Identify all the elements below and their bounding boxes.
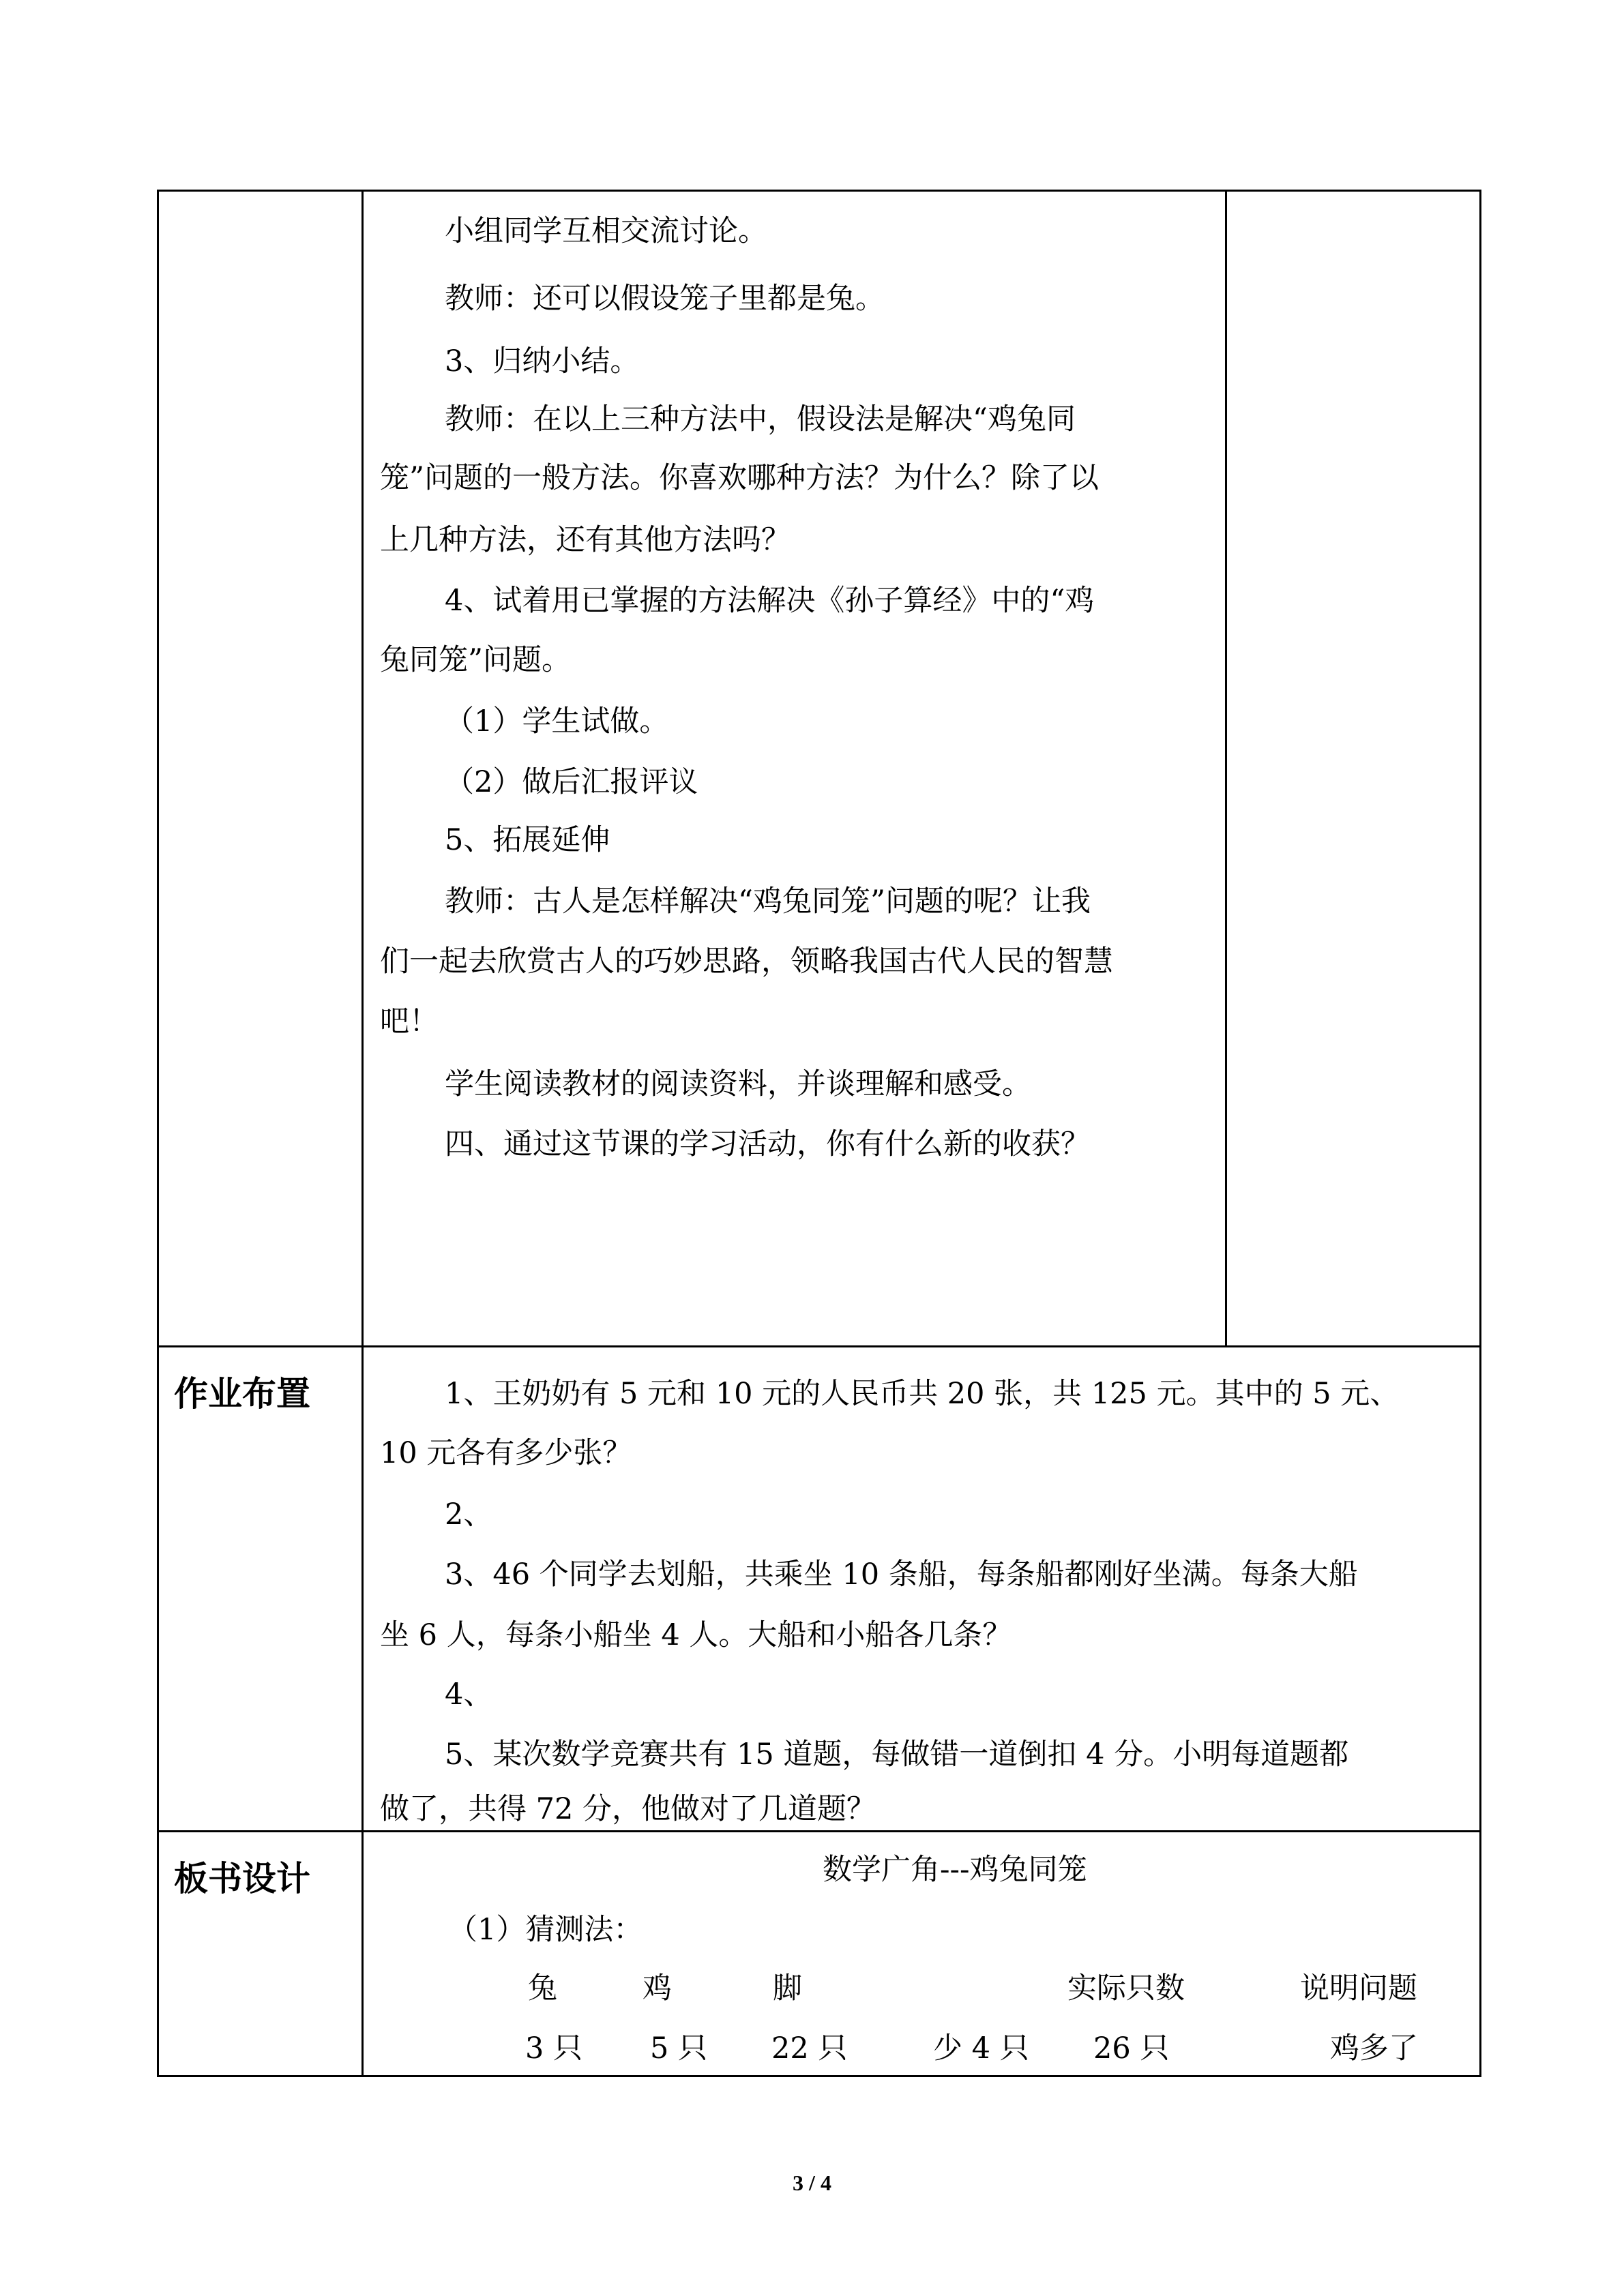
header-rabbit: 兔 xyxy=(528,1971,557,2006)
table-left-border xyxy=(157,190,159,2077)
paragraph: 笼”问题的一般方法。你喜欢哪种方法？为什么？除了以 xyxy=(380,461,1099,495)
homework-line: 4、 xyxy=(445,1678,493,1712)
paragraph: 5、拓展延伸 xyxy=(445,823,610,857)
cell-difference: 少 4 只 xyxy=(933,2031,1029,2066)
table-bottom-border xyxy=(157,2075,1481,2077)
paragraph: 教师：还可以假设笼子里都是兔。 xyxy=(445,282,885,316)
notes-column-divider xyxy=(1225,190,1227,1347)
header-feet: 脚 xyxy=(773,1971,802,2006)
homework-line: 做了，共得 72 分，他做对了几道题？ xyxy=(380,1792,876,1826)
paragraph: 教师：在以上三种方法中，假设法是解决“鸡兔同 xyxy=(445,402,1076,436)
paragraph: 四、通过这节课的学习活动，你有什么新的收获？ xyxy=(445,1127,1090,1161)
board-method: （1）猜测法： xyxy=(448,1913,643,1947)
table-top-border xyxy=(157,190,1481,192)
paragraph: 上几种方法，还有其他方法吗？ xyxy=(380,523,791,557)
paragraph: （2）做后汇报评议 xyxy=(445,765,698,799)
homework-label: 作业布置 xyxy=(174,1374,310,1414)
homework-line: 2、 xyxy=(445,1497,493,1532)
homework-line: 3、46 个同学去划船，共乘坐 10 条船，每条船都刚好坐满。每条大船 xyxy=(445,1557,1358,1592)
header-chicken: 鸡 xyxy=(643,1971,672,2006)
homework-line: 坐 6 人，每条小船坐 4 人。大船和小船各几条？ xyxy=(380,1618,1012,1652)
homework-line: 5、某次数学竞赛共有 15 道题，每做错一道倒扣 4 分。小明每道题都 xyxy=(445,1738,1349,1772)
cell-rabbit: 3 只 xyxy=(525,2031,583,2066)
board-title: 数学广角---鸡兔同笼 xyxy=(823,1853,1087,1887)
paragraph: 们一起去欣赏古人的巧妙思路，领略我国古代人民的智慧 xyxy=(380,944,1113,979)
homework-line: 1、王奶奶有 5 元和 10 元的人民币共 20 张，共 125 元。其中的 5 元、 xyxy=(445,1377,1400,1411)
board-design-label: 板书设计 xyxy=(174,1859,310,1898)
paragraph: 兔同笼”问题。 xyxy=(380,643,571,677)
cell-actual-count: 26 只 xyxy=(1093,2031,1170,2066)
page-number: 3 / 4 xyxy=(793,2171,831,2195)
paragraph: 4、试着用已掌握的方法解决《孙子算经》中的“鸡 xyxy=(445,584,1095,618)
paragraph: 3、归纳小结。 xyxy=(445,344,640,378)
cell-explanation: 鸡多了 xyxy=(1330,2031,1418,2066)
row-divider-homework xyxy=(157,1345,1481,1347)
label-column-divider xyxy=(361,190,364,2077)
header-explanation: 说明问题 xyxy=(1300,1971,1417,2006)
cell-feet: 22 只 xyxy=(771,2031,848,2066)
header-actual-count: 实际只数 xyxy=(1067,1971,1185,2006)
paragraph: 小组同学互相交流讨论。 xyxy=(445,214,767,248)
homework-line: 10 元各有多少张？ xyxy=(380,1436,632,1470)
paragraph: 吧！ xyxy=(380,1004,439,1039)
cell-chicken: 5 只 xyxy=(650,2031,708,2066)
table-right-border xyxy=(1479,190,1481,2077)
row-divider-board xyxy=(157,1830,1481,1832)
paragraph: （1）学生试做。 xyxy=(445,704,669,739)
paragraph: 教师：古人是怎样解决“鸡兔同笼”问题的呢？让我 xyxy=(445,884,1091,919)
paragraph: 学生阅读教材的阅读资料，并谈理解和感受。 xyxy=(445,1067,1031,1101)
